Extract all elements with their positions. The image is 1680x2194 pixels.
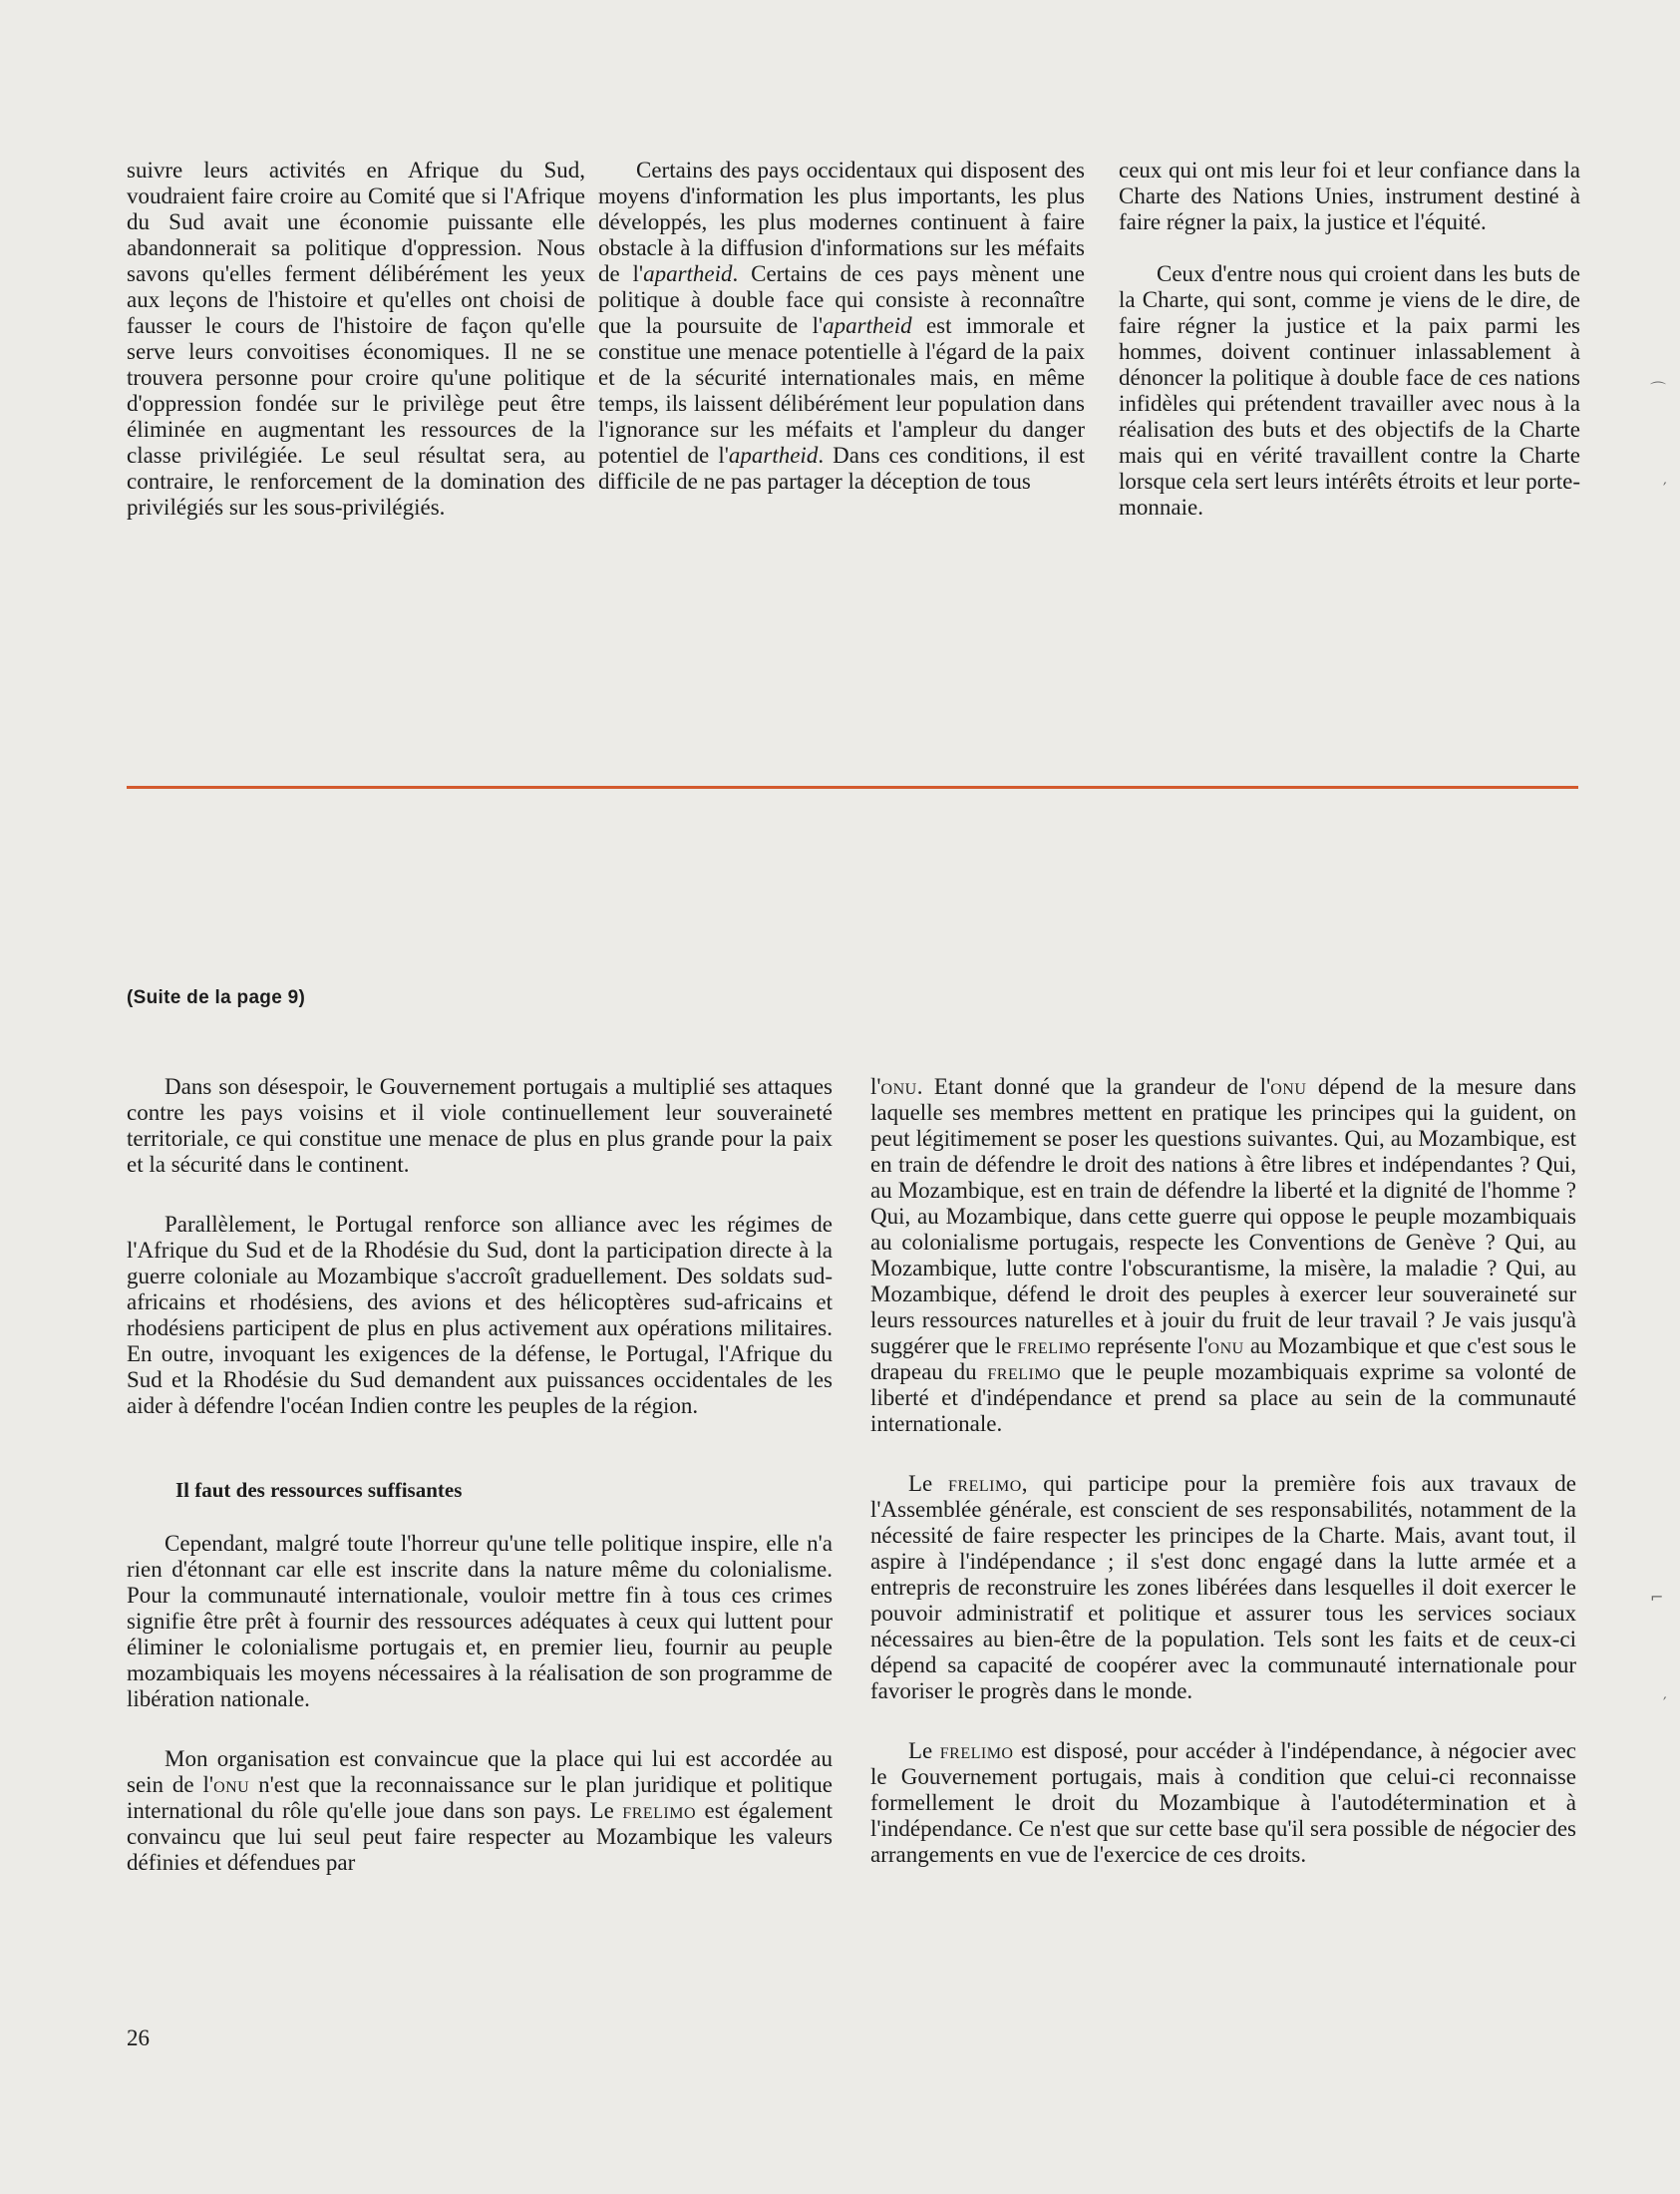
margin-mark: ′ (1663, 1693, 1667, 1712)
italic-term: apartheid (728, 443, 819, 468)
paragraph: Certains des pays occidentaux qui disposent des moyens d'information les plus importants, les plus développés, les plus modernes continuent à faire obstacle à la diffusion d'informations sur les méfaits de l'apartheid. Certains de ces pays mènent une politique à double face qui consiste à reconnaître que la poursuite de l'apartheid est immorale et constitue une menace potentielle à l'égard de la paix et de la sécurité internationales mais, en même temps, ils laissent délibérément leur population dans l'ignorance sur les méfaits et l'ampleur du danger potentiel de l'apartheid. Dans ces conditions, il est difficile de ne pas partager la déception de tous (598, 158, 1085, 494)
top-column-1 (127, 158, 585, 521)
margin-mark: ⌐ (1650, 1588, 1664, 1607)
paragraph: ceux qui ont mis leur foi et leur confiance dans la Charte des Nations Unies, instrument destiné à faire régner la paix, la justice et l'équité. (1119, 158, 1580, 234)
paragraph: Parallèlement, le Portugal renforce son alliance avec les régimes de l'Afrique du Sud et de la Rhodésie du Sud, dont la participation directe à la guerre coloniale au Mozambique s'accroît graduellement. Des soldats sud-africains et rhodésiens, des avions et des hélicoptères sud-africains et rhodésiens participent de plus en plus activement aux opérations militaires. En outre, invoquant les exigences de la défense, le Portugal, l'Afrique du Sud et la Rhodésie du Sud demandent aux puissances occidentales de les aider à défendre l'océan Indien contre les peuples de la région. (127, 1212, 833, 1418)
bottom-column-1 (127, 1074, 833, 1910)
acronym-onu: onu (213, 1772, 250, 1797)
acronym-frelimo: frelimo (622, 1798, 697, 1823)
acronym-frelimo: frelimo (987, 1359, 1062, 1384)
margin-mark: ′ (1663, 479, 1667, 498)
section-divider (127, 786, 1578, 789)
top-column-3 (1119, 158, 1580, 521)
italic-term: apartheid (643, 261, 733, 286)
page-number: 26 (127, 2025, 150, 2050)
acronym-frelimo: frelimo (948, 1471, 1022, 1496)
paragraph: suivre leurs activités en Afrique du Sud, voudraient faire croire au Comité que si l'Afrique du Sud avait une économie puissante elle abandonnerait sa politique d'oppression. Nous savons qu'elles ferment délibérément les yeux aux leçons de l'histoire et qu'elles ont choisi de fausser le cours de l'histoire de façon qu'elle serve leurs convoitises économiques. Il ne se trouvera personne pour croire qu'une politique d'oppression fondée sur le privilège peut être éliminée en augmentant les ressources de la classe privilégiée. Le seul résultat sera, au contraire, le renforcement de la domination des privilégiés sur les sous-privilégiés. (127, 158, 585, 520)
paragraph: Le frelimo est disposé, pour accéder à l'indépendance, à négocier avec le Gouvernement portugais, mais à condition que celui-ci reconnaisse formellement le droit du Mozambique à l'autodétermination et à l'indépendance. Ce n'est que sur cette base qu'il sera possible de négocier des arrangements en vue de l'exercice de ces droits. (870, 1738, 1576, 1867)
paragraph: Dans son désespoir, le Gouvernement portugais a multiplié ses attaques contre les pays voisins et il viole continuellement leur souveraineté territoriale, ce qui constitue une menace de plus en plus grande pour la paix et la sécurité dans le continent. (127, 1074, 833, 1177)
continuation-label: (Suite de la page 9) (127, 987, 306, 1008)
top-column-2 (598, 158, 1085, 495)
acronym-frelimo: frelimo (1017, 1333, 1092, 1358)
acronym-frelimo: frelimo (939, 1738, 1014, 1763)
paragraph: Mon organisation est convaincue que la place qui lui est accordée au sein de l'onu n'est que la reconnaissance sur le plan juridique et politique international du rôle qu'elle joue dans son pays. Le frelimo est également convaincu que lui seul peut faire respecter au Mozambique les valeurs définies et défendues par (127, 1746, 833, 1875)
paragraph: Le frelimo, qui participe pour la première fois aux travaux de l'Assemblée générale, est conscient de ses responsabilités, notamment de la nécessité de faire respecter les principes de la Charte. Mais, avant tout, il aspire à l'indépendance ; il s'est donc engagé dans la lutte armée et a entrepris de reconstruire les zones libérées dans lesquelles il doit exercer le pouvoir administratif et politique et assurer tous les services sociaux nécessaires au bien-être de la population. Tels sont les faits et de ceux-ci dépend sa capacité de coopérer avec la communauté internationale pour favoriser le progrès dans le monde. (870, 1471, 1576, 1703)
paragraph: Cependant, malgré toute l'horreur qu'une telle politique inspire, elle n'a rien d'étonnant car elle est inscrite dans la nature même du colonialisme. Pour la communauté internationale, vouloir mettre fin à tous ces crimes signifie être prêt à fournir des ressources adéquates à ceux qui luttent pour éliminer le colonialisme portugais et, en premier lieu, fournir au peuple mozambiquais les moyens nécessaires à la réalisation de son programme de libération nationale. (127, 1531, 833, 1711)
acronym-onu: onu (880, 1074, 917, 1099)
margin-mark: ⌒ (1650, 380, 1667, 399)
paragraph: l'onu. Etant donné que la grandeur de l'onu dépend de la mesure dans laquelle ses membres mettent en pratique les principes qui la guident, on peut légitimement se poser les questions suivantes. Qui, au Mozambique, est en train de défendre le droit des nations à être libres et indépendantes ? Qui, au Mozambique, est en train de défendre la liberté et la dignité de l'homme ? Qui, au Mozambique, dans cette guerre qui oppose le peuple mozambiquais au colonialisme portugais, respecte les Conventions de Genève ? Qui, au Mozambique, lutte contre l'obscurantisme, la misère, la maladie ? Qui, au Mozambique, défend le droit des peuples à exercer leur souveraineté sur leurs ressources naturelles et à jouir du fruit de leur travail ? Je vais jusqu'à suggérer que le frelimo représente l'onu au Mozambique et que c'est sous le drapeau du frelimo que le peuple mozambiquais exprime sa volonté de liberté et d'indépendance et prend sa place au sein de la communauté internationale. (870, 1074, 1577, 1436)
section-heading: Il faut des ressources suffisantes (175, 1478, 463, 1502)
acronym-onu: onu (1270, 1074, 1307, 1099)
italic-term: apartheid (823, 313, 912, 338)
bottom-column-2 (870, 1074, 1576, 1902)
acronym-onu: onu (1207, 1333, 1244, 1358)
paragraph: Ceux d'entre nous qui croient dans les buts de la Charte, qui sont, comme je viens de le dire, de faire régner la justice et la paix parmi les hommes, doivent continuer inlassablement à dénoncer la politique à double face de ces nations infidèles qui prétendent travailler avec nous à la réalisation des buts et des objectifs de la Charte mais qui en vérité travaillent contre la Charte lorsque cela sert leurs intérêts étroits et leur porte-monnaie. (1119, 261, 1580, 520)
